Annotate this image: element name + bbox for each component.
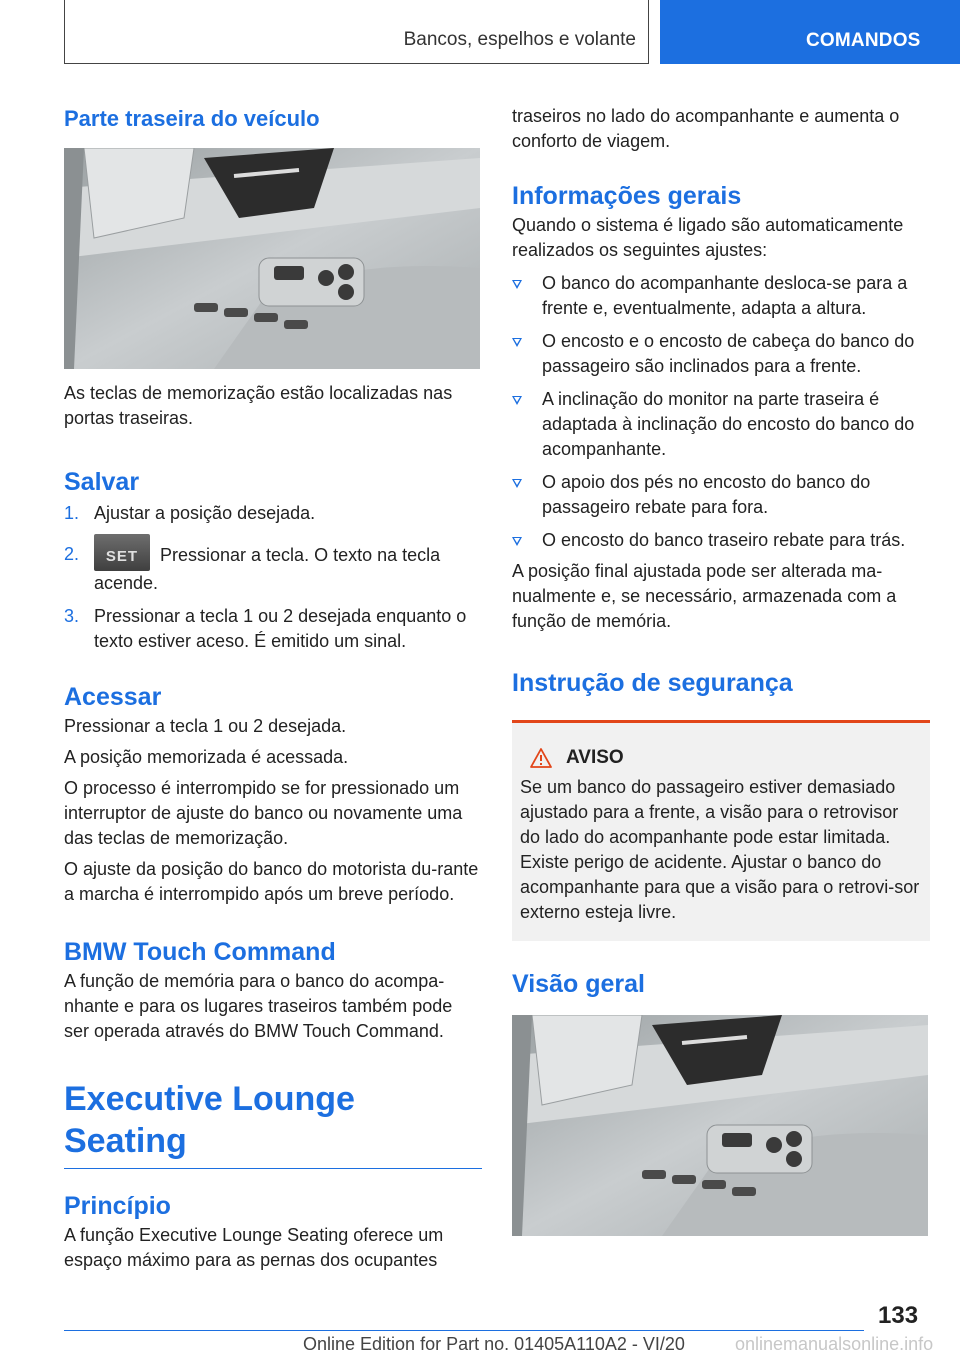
safety-heading: Instrução de segurança	[512, 669, 793, 697]
bullet-triangle-icon	[512, 396, 522, 405]
save-steps	[64, 501, 482, 654]
save-heading: Salvar	[64, 468, 140, 496]
step-text: Ajustar a posição desejada.	[94, 503, 316, 523]
set-key-label: SET	[105, 548, 139, 565]
bullet-triangle-icon	[512, 280, 522, 289]
rear-heading: Parte traseira do veículo	[64, 106, 320, 131]
header-section-box	[64, 0, 649, 64]
right-column	[512, 100, 930, 1236]
list-item: O banco do acompanhante desloca-se para a frente e, eventualmente, adapta a altura.	[512, 271, 930, 321]
left-column	[64, 100, 482, 1273]
set-key-icon	[94, 534, 150, 571]
footer-divider	[64, 1330, 864, 1331]
access-para: O ajuste da posição do banco do motorista du-rante a marcha é interrompido após um breve período.	[64, 859, 479, 904]
principle-para: A função Executive Lounge Seating oferece um espaço máximo para as pernas dos ocupantes	[64, 1225, 444, 1270]
footer-edition: Online Edition for Part no. 01405A110A2 - VI/20	[303, 1334, 685, 1354]
touch-heading: BMW Touch Command	[64, 938, 336, 966]
els-heading: Executive Lounge Seating	[64, 1078, 482, 1169]
header-chapter-label: COMANDOS	[806, 30, 921, 51]
overview-door-photo	[512, 1015, 928, 1236]
warning-box	[512, 720, 930, 941]
list-item: A inclinação do monitor na parte traseira é adaptada à inclinação do encosto do banco do acompanhante.	[512, 387, 930, 462]
access-para: Pressionar a tecla 1 ou 2 desejada.	[64, 716, 347, 736]
step-text: Pressionar a tecla. O texto na tecla acende.	[94, 545, 441, 593]
page-number: 133	[878, 1302, 919, 1329]
step-text: Pressionar a tecla 1 ou 2 desejada enquanto o texto estiver aceso. É emitido um sinal.	[94, 606, 467, 651]
list-item	[64, 534, 482, 596]
footer-watermark: onlinemanualsonline.info	[735, 1334, 934, 1354]
access-para: O processo é interrompido se for pressionado um interruptor de ajuste do banco ou novamente uma das teclas de memorização.	[64, 778, 463, 848]
header-chapter-tab	[660, 0, 960, 64]
rear-door-photo	[64, 148, 480, 369]
list-item: O encosto do banco traseiro rebate para trás.	[512, 528, 930, 553]
warning-triangle-icon	[530, 748, 552, 768]
touch-para: A função de memória para o banco do acompa-nhante e para os lugares traseiros também pode ser operada através do BMW Touch Command.	[64, 971, 453, 1041]
list-item	[64, 501, 482, 526]
bullet-triangle-icon	[512, 537, 522, 546]
warning-title-row	[530, 747, 922, 769]
bullet-triangle-icon	[512, 338, 522, 347]
step-number: 1.	[64, 503, 80, 523]
access-para: A posição memorizada é acessada.	[64, 747, 349, 767]
step-number: 2.	[64, 544, 80, 564]
general-intro: Quando o sistema é ligado são automaticamente realizados os seguintes ajustes:	[512, 215, 904, 260]
continued-para: traseiros no lado do acompanhante e aumenta o conforto de viagem.	[512, 106, 900, 151]
bullet-triangle-icon	[512, 479, 522, 488]
general-heading: Informações gerais	[512, 182, 742, 210]
list-item	[64, 604, 482, 654]
list-item: O apoio dos pés no encosto do banco do passageiro rebate para fora.	[512, 470, 930, 520]
general-list	[512, 271, 930, 553]
warning-title: AVISO	[566, 747, 624, 768]
rear-caption: As teclas de memorização estão localizadas nas portas traseiras.	[64, 383, 453, 428]
overview-heading: Visão geral	[512, 970, 645, 998]
access-heading: Acessar	[64, 683, 162, 711]
principle-heading: Princípio	[64, 1192, 171, 1220]
list-item: O encosto e o encosto de cabeça do banco do passageiro são inclinados para a frente.	[512, 329, 930, 379]
general-outro: A posição final ajustada pode ser alterada ma-nualmente e, se necessário, armazenada com a função de memória.	[512, 561, 897, 631]
step-number: 3.	[64, 606, 80, 626]
warning-text: Se um banco do passageiro estiver demasiado ajustado para a frente, a visão para o retrovisor do lado do acompanhante pode estar limitada. Existe perigo de acidente. Ajustar o banco do acompanhante para que a visão para o retrovi-sor externo esteja livre.	[520, 777, 920, 922]
header-section-title: Bancos, espelhos e volante	[403, 29, 636, 50]
